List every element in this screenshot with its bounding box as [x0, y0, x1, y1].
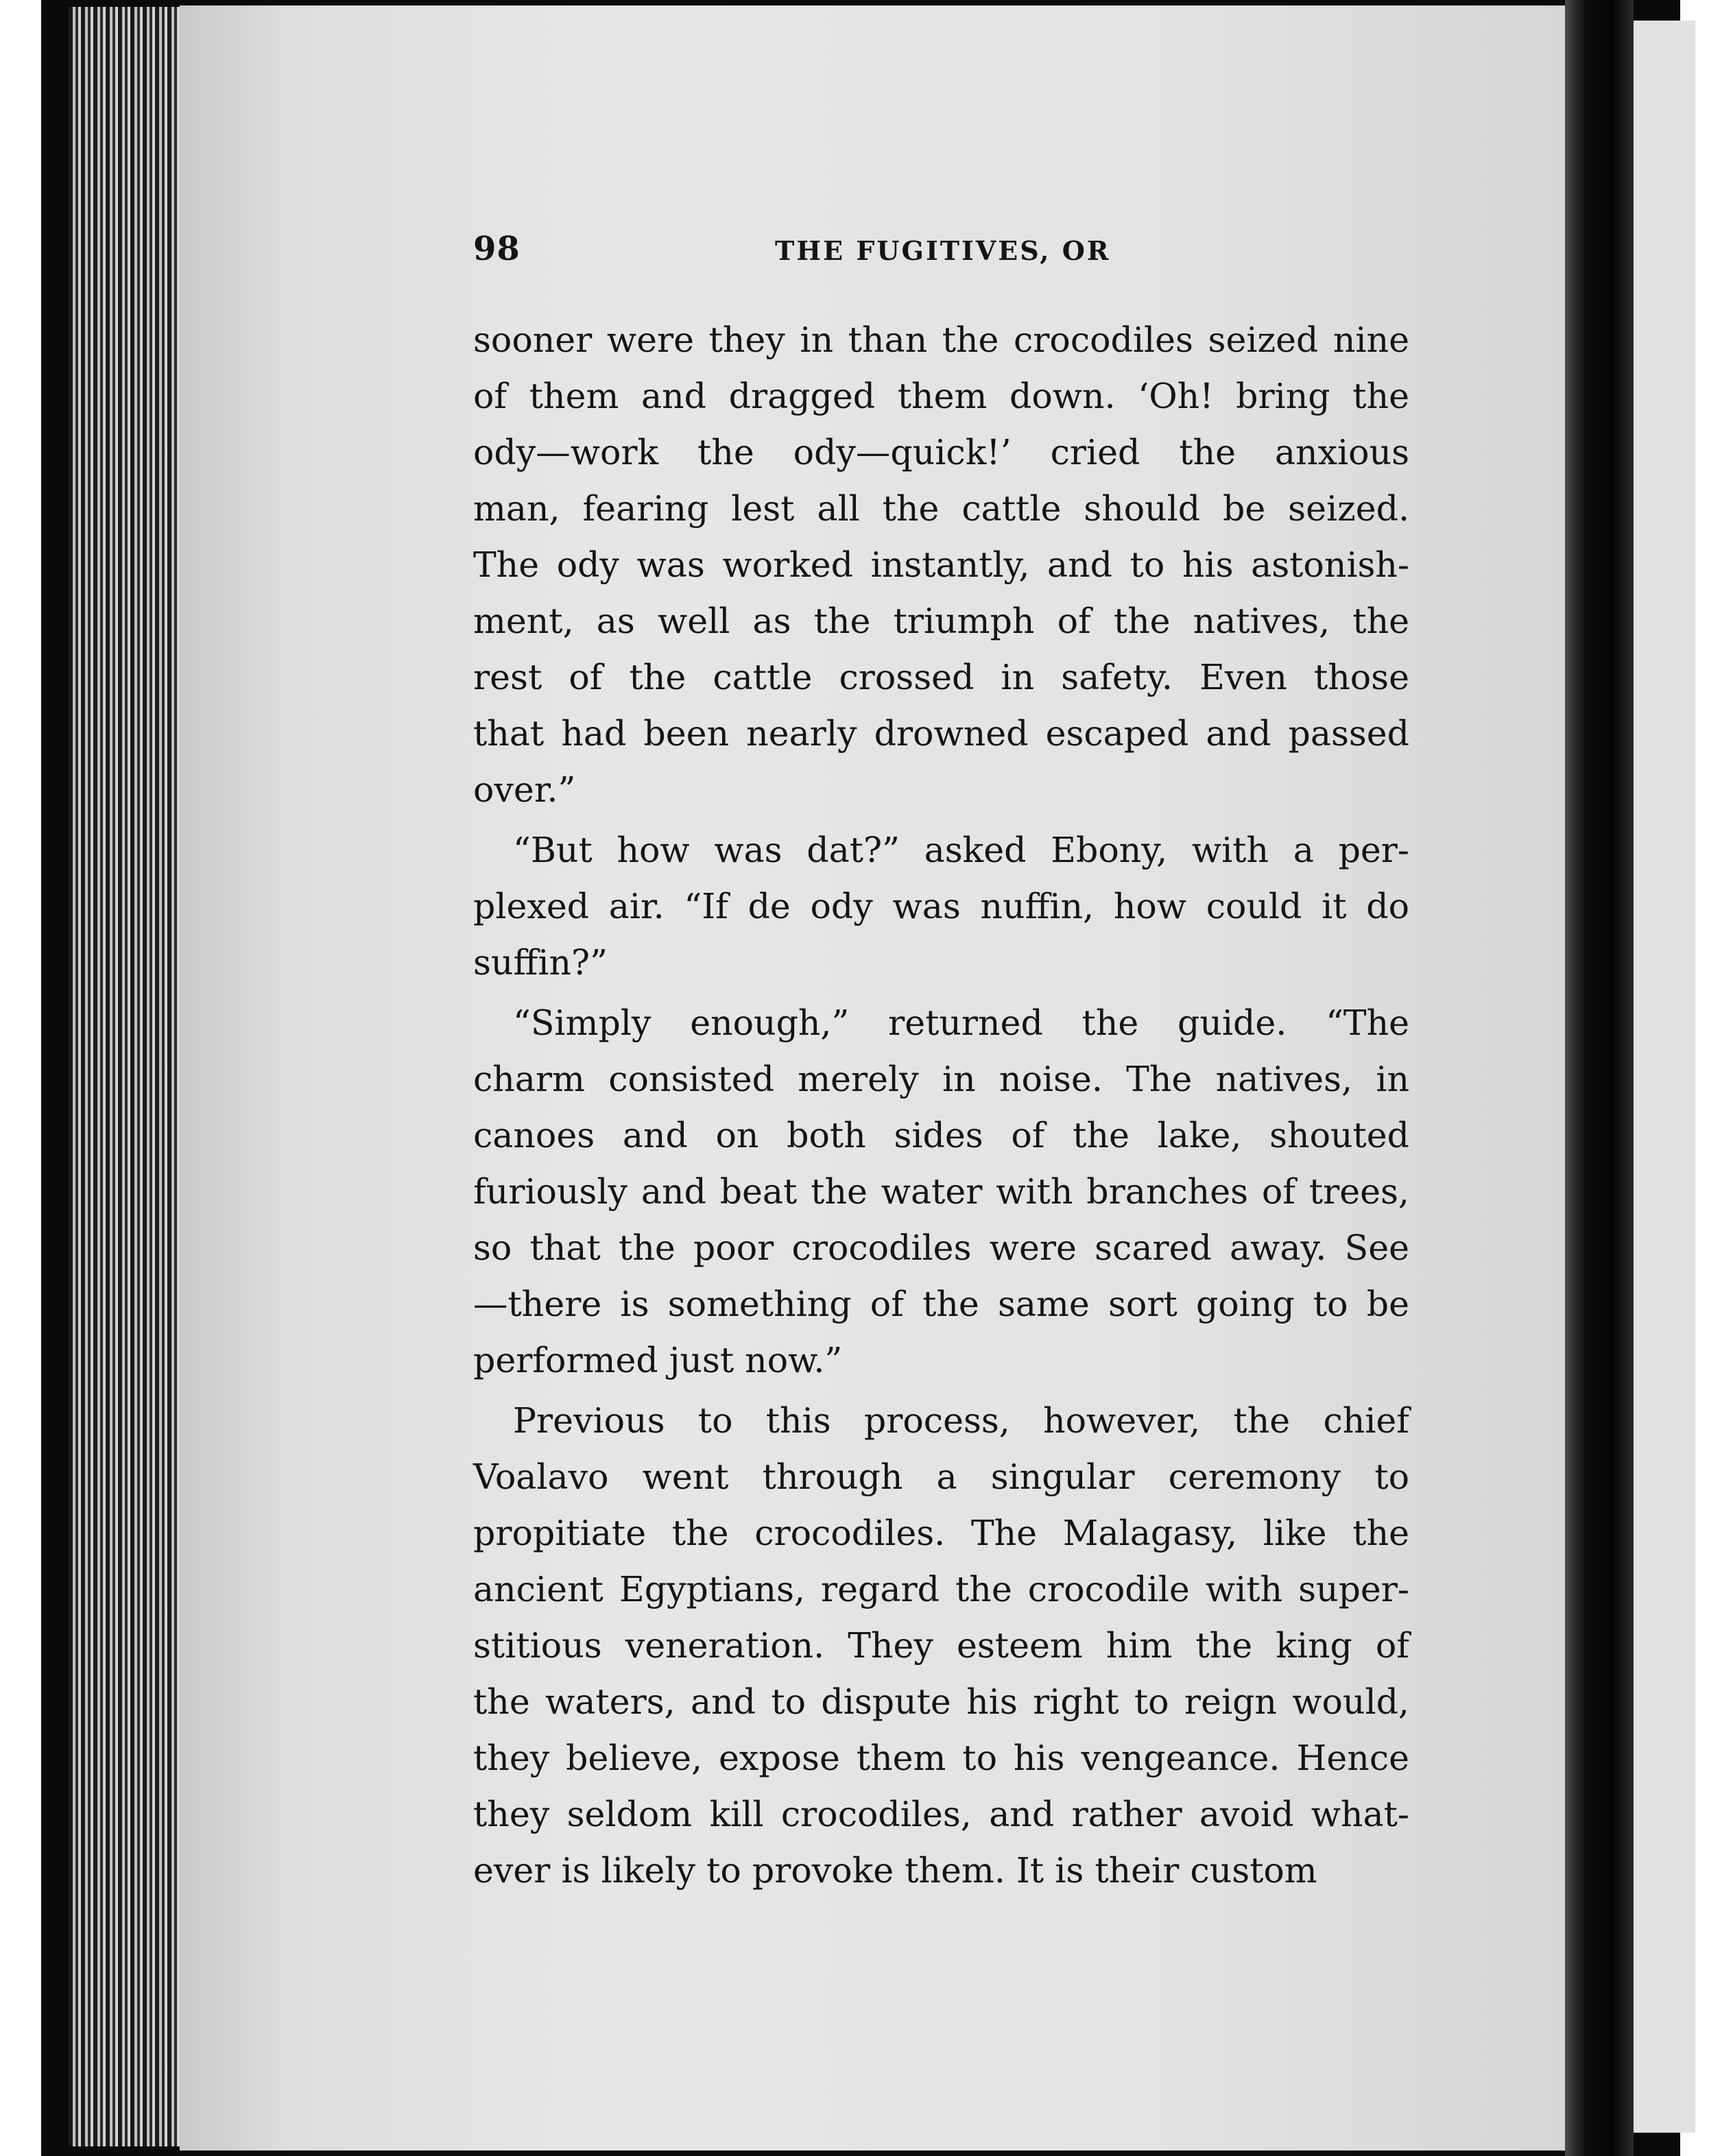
text-line: they believe, expose them to his vengeance. Hence: [473, 1738, 1409, 1778]
page-number: 98: [473, 230, 521, 268]
paragraph: [473, 995, 1426, 1389]
text-line: —there is something of the same sort going to be: [473, 1284, 1409, 1324]
text-line: “Simply enough,” returned the guide. “The: [513, 1003, 1409, 1043]
running-title: THE FUGITIVES, OR: [775, 235, 1111, 266]
text-line: rest of the cattle crossed in safety. Even those: [473, 657, 1409, 697]
text-line: canoes and on both sides of the lake, shouted: [473, 1115, 1409, 1155]
running-head: [473, 230, 1426, 271]
text-line: the waters, and to dispute his right to reign would,: [473, 1681, 1409, 1722]
text-line: Previous to this process, however, the chief: [513, 1400, 1409, 1441]
text-line: ody—work the ody—quick!’ cried the anxious: [473, 432, 1409, 472]
text-line: ancient Egyptians, regard the crocodile with super-: [473, 1569, 1409, 1609]
text-line: ever is likely to provoke them. It is their custom: [473, 1850, 1317, 1891]
text-line: The ody was worked instantly, and to his astonish-: [473, 544, 1409, 585]
text-line: “But how was dat?” asked Ebony, with a per-: [513, 830, 1409, 870]
text-line: stitious veneration. They esteem him the king of: [473, 1625, 1409, 1666]
facing-page-edge: [1634, 21, 1695, 2133]
paragraph: [473, 1393, 1426, 1899]
paragraph: [473, 312, 1426, 818]
text-line: ment, as well as the triumph of the natives, the: [473, 601, 1409, 641]
text-line: Voalavo went through a singular ceremony to: [473, 1457, 1409, 1497]
text-line: so that the poor crocodiles were scared away. See: [473, 1227, 1409, 1268]
book-page-edges: [69, 7, 185, 2146]
text-line: sooner were they in than the crocodiles seized nine: [473, 320, 1409, 360]
paragraph: [473, 822, 1426, 991]
text-line: they seldom kill crocodiles, and rather avoid what-: [473, 1794, 1409, 1834]
text-line: plexed air. “If de ody was nuffin, how could it do: [473, 886, 1409, 926]
body-text: [473, 312, 1426, 1899]
text-line: performed just now.”: [473, 1340, 843, 1380]
text-line: over.”: [473, 769, 576, 810]
text-line: charm consisted merely in noise. The natives, in: [473, 1059, 1409, 1099]
text-line: man, fearing lest all the cattle should be seized.: [473, 488, 1409, 529]
book-gutter: [1565, 0, 1634, 2156]
text-line: that had been nearly drowned escaped and passed: [473, 713, 1409, 754]
text-line: of them and dragged them down. ‘Oh! bring the: [473, 376, 1409, 416]
text-line: propitiate the crocodiles. The Malagasy, like the: [473, 1513, 1409, 1553]
text-line: suffin?”: [473, 942, 608, 983]
page-text-block: [473, 230, 1426, 1899]
text-line: furiously and beat the water with branches of trees,: [473, 1171, 1409, 1212]
